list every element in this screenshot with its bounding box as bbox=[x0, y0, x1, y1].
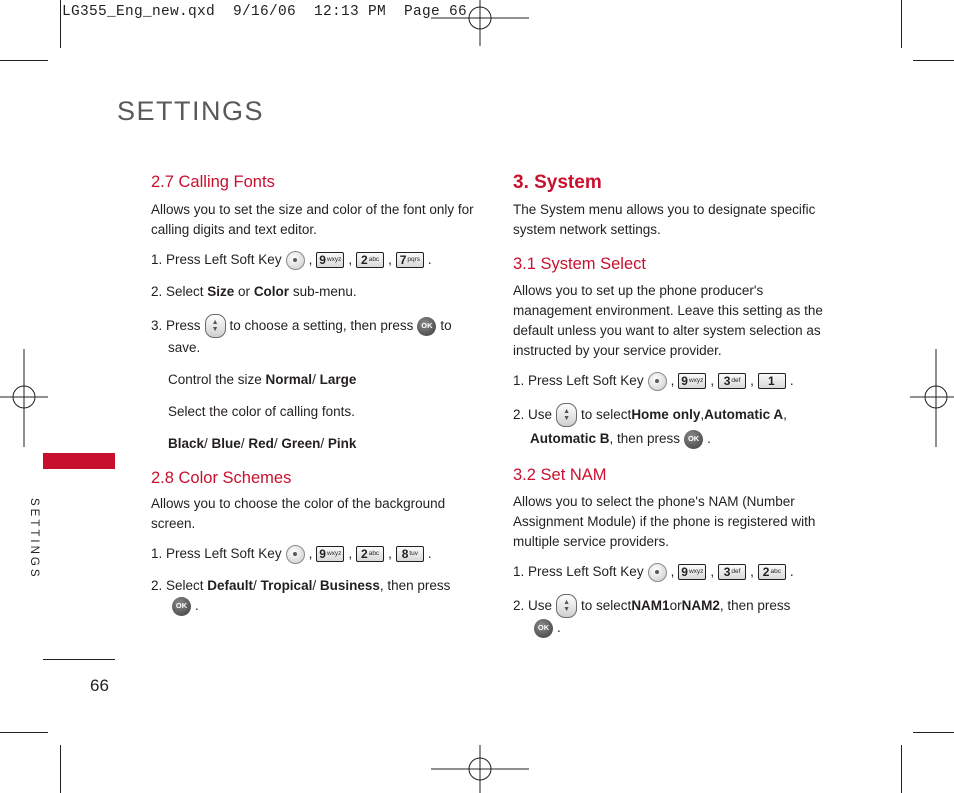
navigation-key-icon: ▲ ▼ bbox=[556, 403, 577, 427]
system-select-intro: Allows you to set up the phone producer's management environment. Leave this setting as the default unless you want to alter system selection as instructed by your service provider. bbox=[513, 283, 823, 358]
crop-mark bbox=[913, 60, 954, 61]
key-3-icon: 3 def bbox=[718, 373, 746, 389]
color-schemes-step-2-cont: OK . bbox=[151, 596, 481, 616]
system-select-step-2-cont: Automatic B , then press OK . bbox=[513, 429, 833, 449]
right-column bbox=[513, 170, 833, 638]
system-select-step-2: 2. Use ▲ ▼ to select Home only , Automatic A , bbox=[513, 403, 833, 427]
key-1-icon: 1 bbox=[758, 373, 786, 389]
crop-mark bbox=[901, 745, 902, 793]
key-9-icon: 9 wxyz bbox=[678, 373, 706, 389]
system-select-step-1: 1. Press Left Soft Key , 9 wxyz , 3 def , 1 . bbox=[513, 371, 833, 391]
calling-fonts-step-3: 3. Press ▲ ▼ to choose a setting, then press OK to bbox=[151, 314, 481, 338]
registration-mark-left bbox=[0, 349, 48, 447]
set-nam-step-1: 1. Press Left Soft Key , 9 wxyz , 3 def , 2 abc . bbox=[513, 562, 833, 582]
section-heading-system: 3. System bbox=[513, 172, 602, 193]
calling-fonts-step-2: 2. Select Size or Color sub-menu. bbox=[151, 284, 357, 299]
set-nam-step-2-cont: OK . bbox=[513, 618, 833, 638]
print-slug: LG355_Eng_new.qxd 9/16/06 12:13 PM Page 66 bbox=[62, 4, 468, 20]
key-2-icon: 2 abc bbox=[758, 564, 786, 580]
crop-mark bbox=[60, 745, 61, 793]
size-options: Control the size Normal/ Large bbox=[168, 372, 357, 387]
set-nam-step-2: 2. Use ▲ ▼ to select NAM1 or NAM2 , then press bbox=[513, 594, 833, 618]
color-schemes-step-1: 1. Press Left Soft Key , 9 wxyz , 2 abc , 8 tuv . bbox=[151, 544, 481, 564]
section-heading-system-select: 3.1 System Select bbox=[513, 255, 646, 273]
crop-mark bbox=[60, 0, 61, 48]
page-title: SETTINGS bbox=[117, 96, 265, 126]
page-number: 66 bbox=[90, 676, 109, 695]
side-rule bbox=[43, 659, 115, 660]
key-9-icon: 9 wxyz bbox=[316, 546, 344, 562]
color-schemes-step-2: 2. Select Default/ Tropical/ Business, then press bbox=[151, 578, 451, 593]
calling-fonts-step-1: 1. Press Left Soft Key , 9 wxyz , 2 abc , 7 pqrs . bbox=[151, 250, 481, 270]
calling-fonts-intro: Allows you to set the size and color of the font only for calling digits and text editor. bbox=[151, 202, 474, 237]
section-heading-calling-fonts: 2.7 Calling Fonts bbox=[151, 173, 275, 191]
left-column bbox=[151, 170, 481, 616]
color-instruction: Select the color of calling fonts. bbox=[168, 404, 355, 419]
key-2-icon: 2 abc bbox=[356, 546, 384, 562]
left-soft-key-icon bbox=[648, 563, 667, 582]
left-soft-key-icon bbox=[648, 372, 667, 391]
color-options: Black/ Blue/ Red/ Green/ Pink bbox=[168, 436, 357, 451]
navigation-key-icon: ▲ ▼ bbox=[556, 594, 577, 618]
section-heading-set-nam: 3.2 Set NAM bbox=[513, 466, 607, 484]
color-schemes-intro: Allows you to choose the color of the background screen. bbox=[151, 496, 446, 531]
key-8-icon: 8 tuv bbox=[396, 546, 424, 562]
left-soft-key-icon bbox=[286, 251, 305, 270]
ok-key-icon: OK bbox=[417, 317, 436, 336]
set-nam-intro: Allows you to select the phone's NAM (Number Assignment Module) if the phone is registered with multiple service providers. bbox=[513, 494, 816, 549]
navigation-key-icon: ▲ ▼ bbox=[205, 314, 226, 338]
key-2-icon: 2 abc bbox=[356, 252, 384, 268]
crop-mark bbox=[0, 732, 48, 733]
side-tab-label: SETTINGS bbox=[28, 498, 40, 580]
crop-mark bbox=[913, 732, 954, 733]
key-9-icon: 9 wxyz bbox=[316, 252, 344, 268]
registration-mark-right bbox=[910, 349, 954, 447]
ok-key-icon: OK bbox=[172, 597, 191, 616]
crop-mark bbox=[0, 60, 48, 61]
key-7-icon: 7 pqrs bbox=[396, 252, 424, 268]
registration-mark-bottom bbox=[431, 745, 529, 793]
crop-mark bbox=[901, 0, 902, 48]
system-intro: The System menu allows you to designate specific system network settings. bbox=[513, 202, 816, 237]
ok-key-icon: OK bbox=[534, 619, 553, 638]
calling-fonts-step-3-cont: save. bbox=[168, 340, 201, 355]
ok-key-icon: OK bbox=[684, 430, 703, 449]
left-soft-key-icon bbox=[286, 545, 305, 564]
section-heading-color-schemes: 2.8 Color Schemes bbox=[151, 469, 292, 487]
key-9-icon: 9 wxyz bbox=[678, 564, 706, 580]
key-3-icon: 3 def bbox=[718, 564, 746, 580]
side-tab-bar bbox=[43, 453, 115, 469]
